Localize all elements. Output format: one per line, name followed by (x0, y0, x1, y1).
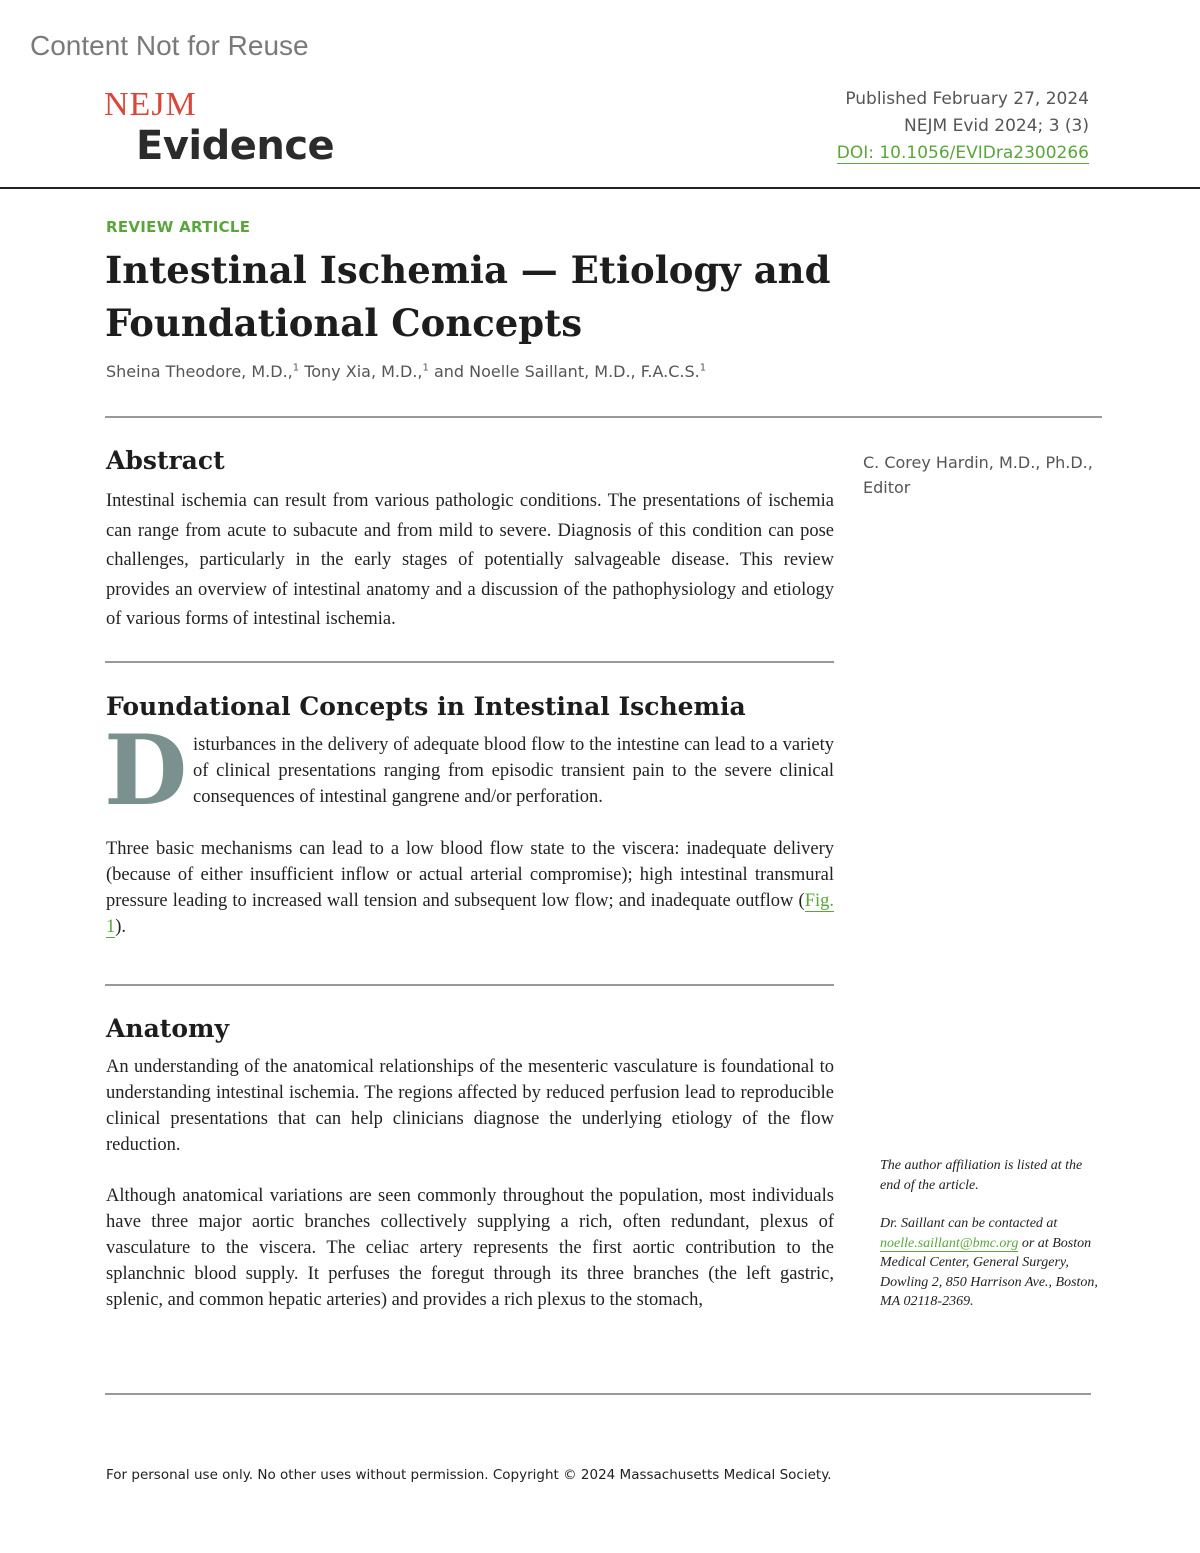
section-divider (105, 416, 1102, 418)
foundational-paragraph-1: isturbances in the delivery of adequate blood flow to the intestine can lead to a variety of clinical presentations ranging from episodic transient pain to the severe clinical consequences of intestinal gangrene and/or perforation. (193, 735, 834, 807)
editor-role: Editor (863, 478, 911, 497)
logo-nejm-text: NEJM (104, 86, 197, 123)
anatomy-paragraph-1: An understanding of the anatomical relationships of the mesenteric vasculature is foundational to understanding intestinal ischemia. The regions affected by reduced perfusion lead to reproducible clinical presentations that can help clinicians diagnose the underlying etiology of the flow reduction. (106, 1057, 834, 1155)
contact-mid: or at (1021, 1235, 1049, 1251)
section-divider (105, 984, 834, 986)
doi-link[interactable]: DOI: 10.1056/EVIDra2300266 (836, 143, 1089, 163)
publication-info (837, 86, 1089, 167)
contact-address: Boston Medical Center, General Surgery, Dowling 2, 850 Harrison Ave., Boston, MA 02118-2369. (880, 1235, 1098, 1309)
contact-prefix: Dr. Saillant can be contacted at (880, 1216, 1058, 1231)
copyright-footer: For personal use only. No other uses without permission. Copyright © 2024 Massachusetts Medical Society. (106, 1467, 832, 1483)
paragraph-text: Three basic mechanisms can lead to a low blood flow state to the viscera: inadequate delivery (because of either insufficient inflow or actual arterial compromise); high intestinal transmural pressure leading to increased wall tension and subsequent low flow; and inadequate outflow ( (106, 839, 834, 911)
citation: NEJM Evid 2024; 3 (3) (904, 116, 1089, 136)
editor-name: C. Corey Hardin, M.D., Ph.D., (863, 453, 1093, 472)
author-list (106, 362, 706, 381)
author-name: Sheina Theodore, M.D., (106, 362, 293, 381)
abstract-heading: Abstract (106, 446, 225, 475)
footer-divider (105, 1393, 1091, 1395)
journal-logo[interactable] (104, 86, 334, 168)
section-divider (105, 661, 834, 663)
drop-cap: D (104, 714, 188, 827)
affiliation-note: The author affiliation is listed at the end of the article. (880, 1158, 1083, 1193)
figure-1-link[interactable]: Fig. 1 (106, 891, 834, 937)
paragraph-text-end: ). (115, 917, 127, 937)
author-name: and Noelle Saillant, M.D., F.A.C.S. (428, 362, 700, 381)
abstract-text: Intestinal ischemia can result from various pathologic conditions. The presentations of ischemia can range from acute to subacute and from mild to severe. Diagnosis of this condition can pose challenges, particularly in the early stages of potentially salvageable disease. This review provides an overview of intestinal anatomy and a discussion of the pathophysiology and etiology of various forms of intestinal ischemia. (106, 491, 834, 629)
foundational-paragraph-2 (106, 836, 834, 940)
anatomy-paragraph-2: Although anatomical variations are seen commonly throughout the population, most individuals have three major aortic branches collectively supplying a rich, often redundant, plexus of vasculature to the viscera. The celiac artery represents the first aortic contribution to the splanchnic blood supply. It perfuses the foregut through its three branches (the left gastric, splenic, and common hepatic arteries) and provides a rich plexus to the stomach, (106, 1186, 834, 1310)
author-affiliation: 1 (292, 362, 300, 374)
article-type: REVIEW ARTICLE (106, 218, 251, 236)
author-name: Tony Xia, M.D., (299, 362, 423, 381)
editor-credit (863, 450, 1093, 500)
contact-note (880, 1214, 1100, 1312)
logo-evidence-text: Evidence (136, 123, 335, 169)
watermark: Content Not for Reuse (30, 30, 309, 61)
anatomy-heading: Anatomy (106, 1014, 229, 1043)
author-affiliation: 1 (422, 362, 429, 374)
foundational-heading: Foundational Concepts in Intestinal Ischemia (106, 692, 746, 721)
article-title: Intestinal Ischemia — Etiology and Foundational Concepts (105, 248, 831, 345)
author-affiliation: 1 (699, 362, 707, 374)
header-divider (0, 187, 1200, 189)
published-date: Published February 27, 2024 (845, 89, 1089, 109)
email-link[interactable]: noelle.saillant@bmc.org (880, 1235, 1019, 1251)
